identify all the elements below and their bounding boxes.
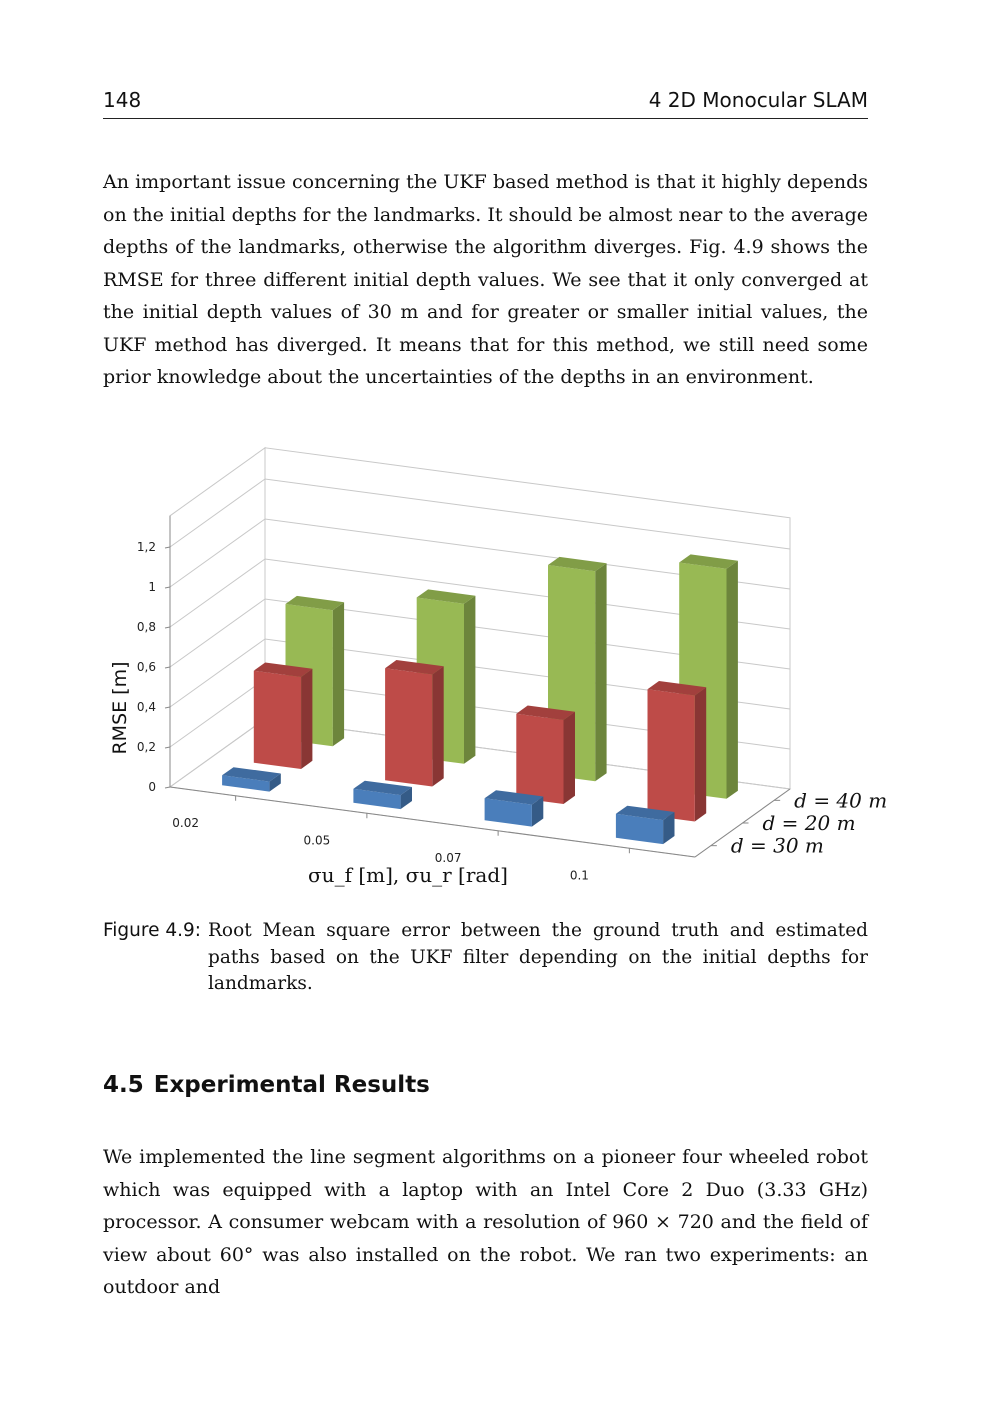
page-number: 148 [103, 88, 142, 112]
bar-side [333, 602, 344, 746]
bar-side [695, 687, 706, 821]
bar [385, 660, 444, 787]
bar-front [648, 689, 695, 821]
bar [254, 663, 313, 770]
bar-front [516, 714, 563, 804]
section-title: Experimental Results [153, 1072, 430, 1098]
x-tick-label: 0.07 [434, 850, 462, 865]
bar-side [564, 712, 576, 804]
x-tick-label: 0.1 [569, 868, 589, 883]
bar-side [595, 563, 606, 781]
bar [485, 790, 544, 826]
bar [616, 806, 675, 844]
y-tick-label: 0 [148, 780, 156, 794]
bar-front [254, 671, 301, 769]
rmse-3d-bar-chart [0, 430, 1000, 910]
x-axis-title: σu_f [m], σu_r [rad] [308, 863, 508, 887]
bar [516, 706, 575, 805]
bar [648, 681, 707, 822]
paragraph-intro: An important issue concerning the UKF based method is that it highly depends on the initial depths for the landmarks. It should be almost near to the average depths of the landmarks, otherwise the algorithm diverges. Fig. 4.9 shows the RMSE for three different initial depth values. We see that it only converged at the initial depth values of 30 m and for greater or smaller initial values, the UKF method has diverged. It means that for this method, we still need some prior knowledge about the uncertainties of the depths in an environment. [103, 171, 868, 388]
y-tick [165, 747, 170, 748]
y-tick-label: 1,2 [136, 540, 156, 554]
series-label: d = 20 m [762, 811, 856, 835]
y-tick-label: 0,2 [136, 740, 156, 754]
bar-side [464, 596, 475, 764]
y-tick-label: 0,6 [136, 660, 156, 674]
caption-label: Figure 4.9: [103, 920, 202, 941]
y-tick-label: 1 [148, 580, 156, 594]
x-tick-label: 0.02 [172, 815, 199, 830]
chapter-title: 4 2D Monocular SLAM [648, 88, 868, 112]
caption-text: Root Mean square error between the ground truth and estimated paths based on the UKF filter depending on the initial depths for landmarks. [208, 920, 868, 994]
y-tick-label: 0,8 [136, 620, 156, 634]
y-tick [165, 587, 170, 588]
x-tick-label: 0.05 [303, 833, 331, 848]
section-heading [103, 1072, 430, 1098]
bar-side [301, 669, 312, 769]
y-tick [165, 707, 170, 708]
series-label: d = 40 m [794, 788, 888, 813]
section-number: 4.5 [103, 1072, 144, 1098]
page-header [103, 88, 868, 119]
y-tick [165, 627, 170, 628]
y-tick [165, 547, 170, 548]
y-tick [165, 787, 170, 788]
series-label: d = 30 m [730, 833, 824, 858]
bar-side [727, 561, 738, 799]
y-axis-title: RMSE [m] [109, 661, 131, 755]
bar-front [385, 668, 432, 786]
y-tick-label: 0,4 [136, 700, 156, 714]
paragraph-experimental: We implemented the line segment algorithms on a pioneer four wheeled robot which was equipped with a laptop with an Intel Core 2 Duo (3.33 GHz) processor. A consumer webcam with a resolution of 960 × 720 and the field of view about 60° was also installed on the robot. We ran two experiments: an outdoor and [103, 1146, 868, 1298]
bar-side [432, 666, 443, 786]
y-tick [165, 667, 170, 668]
